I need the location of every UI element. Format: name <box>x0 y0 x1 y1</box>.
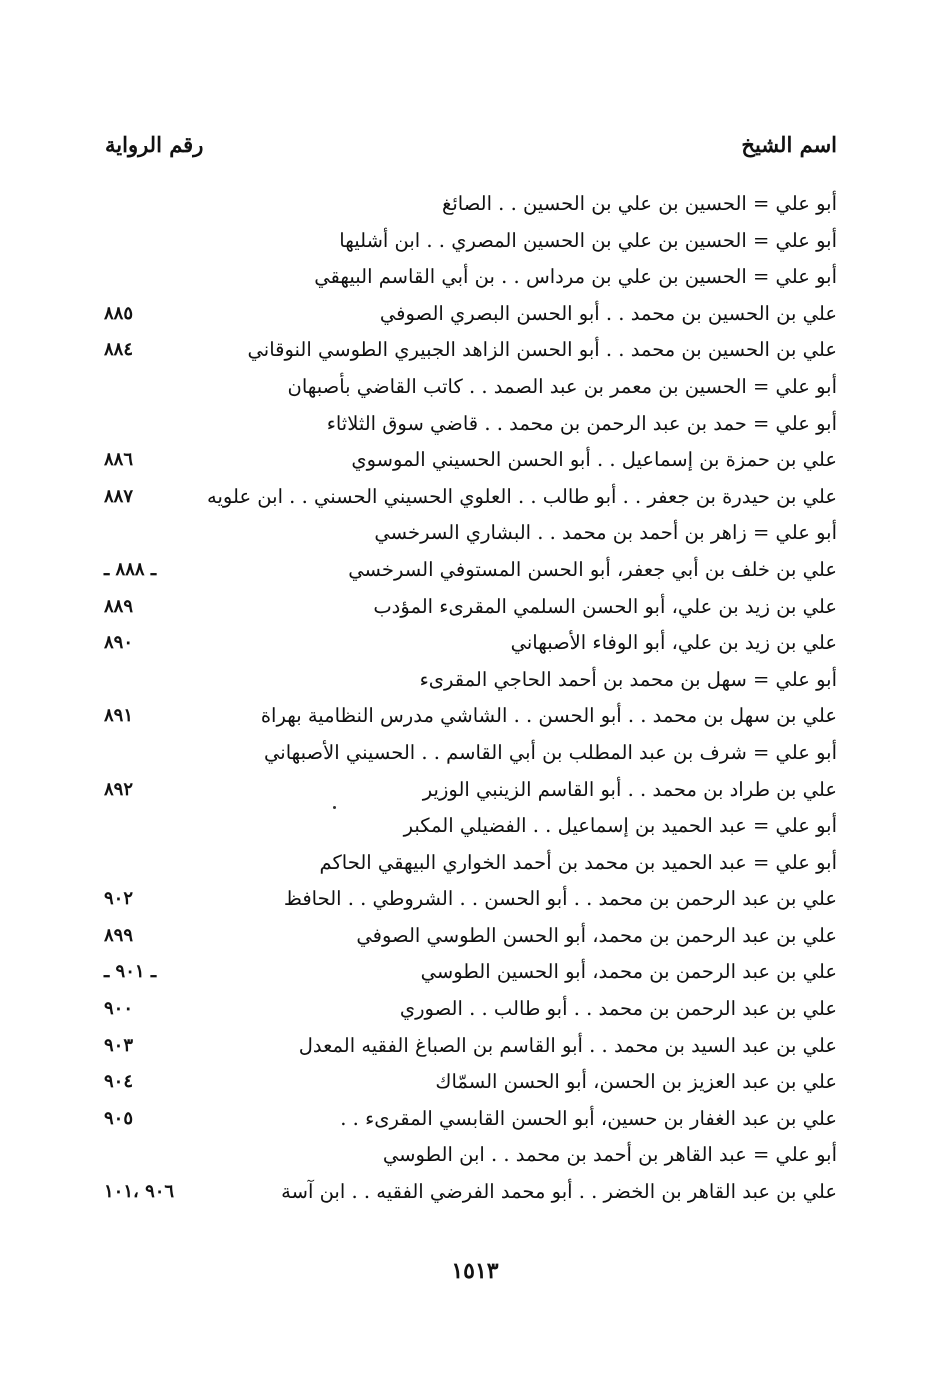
sheikh-name: علي بن حيدرة بن جعفر . . أبو طالب . . العلوي الحسيني الحسني . . ابن علويه <box>207 484 837 508</box>
sheikh-name: علي بن عبد الغفار بن حسين، أبو الحسن القابسي المقرىء . . <box>340 1106 837 1130</box>
index-entry <box>100 954 837 991</box>
sheikh-name: أبو علي = شرف بن عبد المطلب بن أبي القاسم . . الحسيني الأصبهاني <box>264 740 837 764</box>
index-entry <box>100 808 837 845</box>
narration-number: ٨٨٩ <box>104 595 134 617</box>
sheikh-name: علي بن عبد الرحمن بن محمد، أبو الحسين الطوسي <box>420 960 837 984</box>
index-entry <box>100 589 837 626</box>
sheikh-name: علي بن زيد بن علي، أبو الوفاء الأصبهاني <box>510 631 837 655</box>
sheikh-name: أبو علي = زاهر بن أحمد بن محمد . . البشاري السرخسي <box>374 521 837 545</box>
index-entry <box>100 881 837 918</box>
narration-number: ٩٠٣ <box>104 1034 134 1056</box>
table-header <box>105 132 837 166</box>
narration-number: ٩٠٦ ،١٠١ <box>104 1181 175 1203</box>
index-entry <box>100 772 837 809</box>
narration-number: ٨٨٦ <box>104 449 134 471</box>
sheikh-name: أبو علي = حمد بن عبد الرحمن بن محمد . . قاضي سوق الثلاثاء <box>326 411 837 435</box>
narration-number: ٩٠٤ <box>104 1071 134 1093</box>
index-entry <box>100 442 837 479</box>
sheikh-name: علي بن زيد بن علي، أبو الحسن السلمي المقرىء المؤدب <box>373 594 837 618</box>
index-entry <box>100 698 837 735</box>
sheikh-name: علي بن خلف بن أبي جعفر، أبو الحسن المستوفي السرخسي <box>348 557 837 581</box>
index-entry <box>100 552 837 589</box>
sheikh-name: أبو علي = عبد القاهر بن أحمد بن محمد . . ابن الطوسي <box>382 1143 837 1167</box>
sheikh-name: علي بن عبد الرحمن بن محمد، أبو الحسن الطوسي الصوفي <box>356 923 837 947</box>
print-speck <box>333 806 336 809</box>
index-entry <box>100 369 837 406</box>
column-header-narration-number: رقم الرواية <box>105 132 204 157</box>
narration-number: ٨٩٢ <box>104 778 134 800</box>
narration-number: ٨٨٥ <box>104 302 134 324</box>
index-entry <box>100 332 837 369</box>
index-entry <box>100 845 837 882</box>
sheikh-name: أبو علي = الحسين بن علي بن الحسين . . الصائغ <box>441 192 837 215</box>
index-entry <box>100 479 837 516</box>
index-entry <box>100 223 837 260</box>
sheikh-name: علي بن طراد بن محمد . . أبو القاسم الزينبي الوزير <box>422 777 837 801</box>
column-header-sheikh-name: اسم الشيخ <box>741 132 837 157</box>
sheikh-name: علي بن سهل بن محمد . . أبو الحسن . . الشاشي مدرس النظامية بهراة <box>260 704 837 728</box>
sheikh-name: أبو علي = الحسين بن علي بن مرداس . . بن أبي القاسم البيهقي <box>314 265 837 289</box>
index-entry <box>100 1028 837 1065</box>
index-entry <box>100 1101 837 1138</box>
index-entry <box>100 406 837 443</box>
narration-number: ٨٨٤ <box>104 339 134 361</box>
index-entry <box>100 515 837 552</box>
index-list <box>100 186 837 1211</box>
narration-number: ٩٠٢ <box>104 888 134 910</box>
index-entry <box>100 1064 837 1101</box>
narration-number: ٩٠٠ <box>104 998 134 1020</box>
narration-number: ٨٩٩ <box>104 924 134 946</box>
narration-number: ٨٩٠ <box>104 632 134 654</box>
index-entry <box>100 296 837 333</box>
index-entry <box>100 918 837 955</box>
sheikh-name: علي بن عبد القاهر بن الخضر . . أبو محمد الفرضي الفقيه . . ابن آسة <box>281 1180 837 1204</box>
sheikh-name: أبو علي = الحسين بن معمر بن عبد الصمد . . كاتب القاضي بأصبهان <box>287 374 837 398</box>
narration-number: ـ ٨٨٨ ـ <box>104 558 157 580</box>
narration-number: ٨٩١ <box>104 705 134 727</box>
narration-number: ـ ٩٠١ ـ <box>104 961 157 983</box>
index-entry <box>100 259 837 296</box>
sheikh-name: أبو علي = عبد الحميد بن محمد بن أحمد الخواري البيهقي الحاكم <box>319 850 837 874</box>
sheikh-name: علي بن عبد الرحمن بن محمد . . أبو طالب . . الصوري <box>399 997 837 1021</box>
index-entry <box>100 991 837 1028</box>
sheikh-name: أبو علي = سهل بن محمد بن أحمد الحاجي المقرىء <box>419 667 837 691</box>
index-entry <box>100 186 837 223</box>
index-entry <box>100 1137 837 1174</box>
index-entry <box>100 1174 837 1211</box>
page-number: ١٥١٣ <box>451 1258 499 1284</box>
sheikh-name: أبو علي = الحسين بن علي بن الحسين المصري . . ابن أشليها <box>339 228 837 252</box>
sheikh-name: علي بن عبد الرحمن بن محمد . . أبو الحسن . . الشروطي . . الحافظ <box>283 887 837 911</box>
sheikh-name: علي بن الحسين بن محمد . . أبو الحسن البصري الصوفي <box>379 301 837 325</box>
index-entry <box>100 735 837 772</box>
index-entry <box>100 662 837 699</box>
sheikh-name: علي بن الحسين بن محمد . . أبو الحسن الزاهد الجبيري الطوسي النوقاني <box>247 338 837 362</box>
index-entry <box>100 625 837 662</box>
narration-number: ٨٨٧ <box>104 485 134 507</box>
sheikh-name: علي بن عبد العزيز بن الحسن، أبو الحسن السمّاك <box>435 1070 837 1094</box>
narration-number: ٩٠٥ <box>104 1107 134 1129</box>
sheikh-name: أبو علي = عبد الحميد بن إسماعيل . . الفضيلي المكبر <box>403 814 837 838</box>
sheikh-name: علي بن عبد السيد بن محمد . . أبو القاسم بن الصباغ الفقيه المعدل <box>298 1033 837 1057</box>
sheikh-name: علي بن حمزة بن إسماعيل . . أبو الحسن الحسيني الموسوي <box>351 448 837 472</box>
